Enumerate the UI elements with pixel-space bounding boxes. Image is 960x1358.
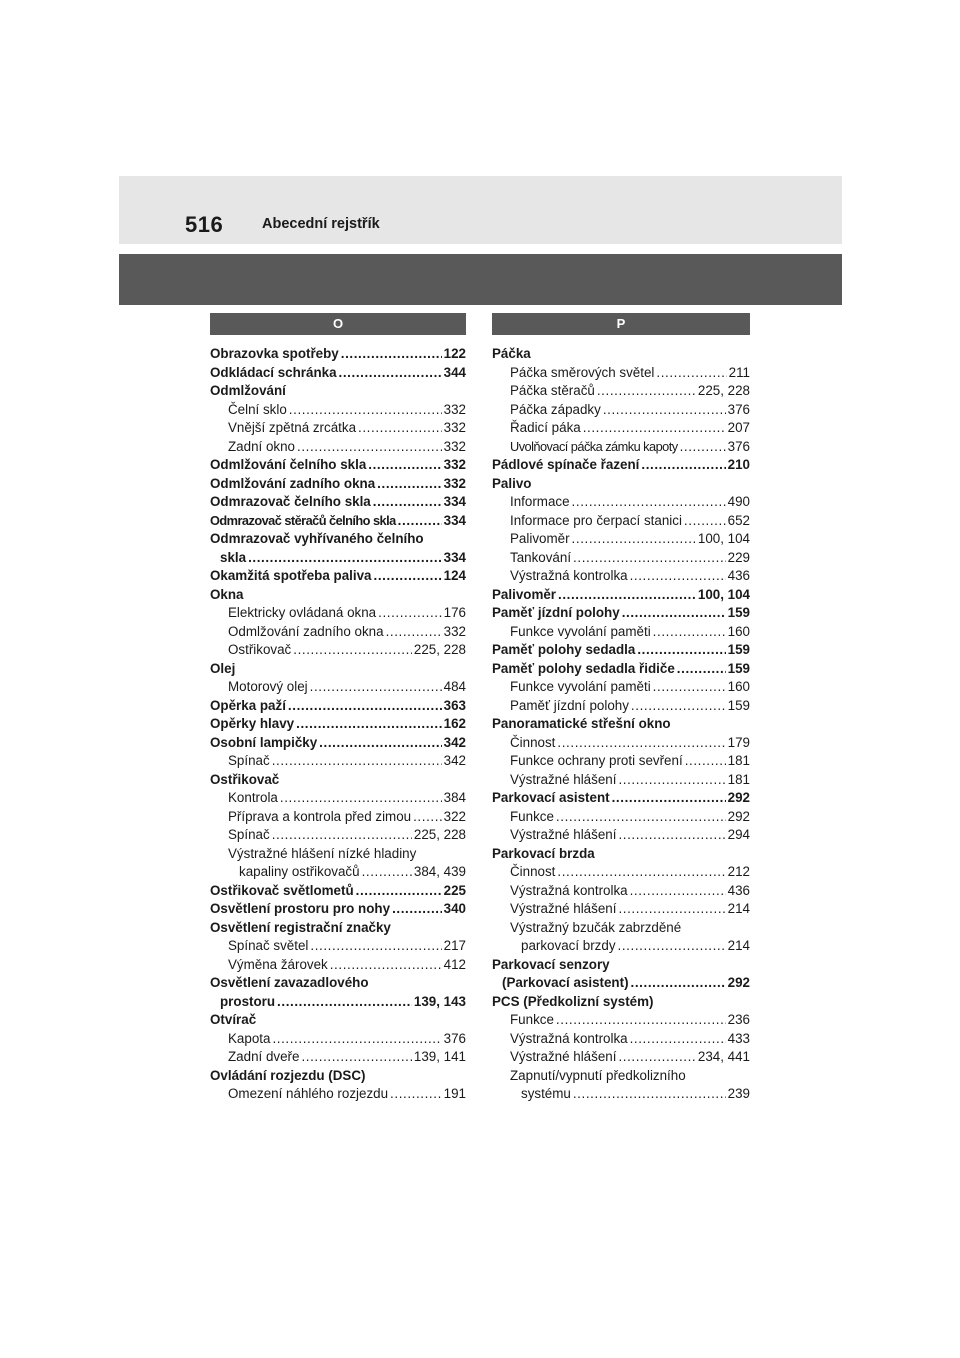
index-entry: (Parkovací asistent) ..... 292 (492, 974, 750, 993)
index-subentry: Příprava a kontrola před zimou ..... 322 (210, 808, 466, 827)
index-heading: Ovládání rozjezdu (DSC) (210, 1067, 366, 1083)
index-subentry: Funkce ..... 292 (492, 808, 750, 827)
index-entry: Paměť polohy sedadla ..... 159 (492, 641, 750, 660)
index-heading: Osvětlení zavazadlového (210, 975, 369, 990)
index-heading: Otvírač (210, 1012, 257, 1027)
index-entry: Okamžitá spotřeba paliva ..... 124 (210, 567, 466, 586)
index-subentry: Spínač ..... 342 (210, 752, 466, 771)
index-subentry-text: Zapnutí/vypnutí předkolizního (510, 1067, 686, 1083)
index-entry: Ostřikovač světlometů ..... 225 (210, 882, 466, 901)
index-heading: Odmlžování (210, 383, 286, 398)
index-subentry: Palivoměr ..... 100, 104 (492, 530, 750, 549)
index-subentry: Uvolňovací páčka zámku kapoty ..... 376 (492, 438, 750, 457)
index-subentry: Výstražná kontrolka ..... 433 (492, 1030, 750, 1049)
page-number: 516 (185, 212, 224, 237)
index-heading: Olej (210, 660, 236, 676)
index-subentry: Výstražné hlášení ..... 181 (492, 771, 750, 790)
index-subentry: parkovací brzdy ..... 214 (492, 937, 750, 956)
letter-heading-o: O (210, 313, 466, 335)
index-entry: Pádlové spínače řazení ..... 210 (492, 456, 750, 475)
index-heading: Osvětlení registrační značky (210, 919, 391, 935)
index-subentry: kapaliny ostřikovačů ..... 384, 439 (210, 863, 466, 882)
index-subentry: Řadicí páka ..... 207 (492, 419, 750, 438)
index-subentry: Činnost ..... 212 (492, 863, 750, 882)
index-subentry: Informace ..... 490 (492, 493, 750, 512)
index-subentry: Funkce ..... 236 (492, 1011, 750, 1030)
index-entry: prostoru ..... 139, 143 (210, 993, 466, 1012)
index-subentry: Tankování ..... 229 (492, 549, 750, 568)
index-subentry: Ostřikovač ..... 225, 228 (210, 641, 466, 660)
index-subentry: Výstražné hlášení ..... 214 (492, 900, 750, 919)
index-subentry: Odmlžování zadního okna ..... 332 (210, 623, 466, 642)
index-subentry: Výstražné hlášení ..... 294 (492, 826, 750, 845)
index-heading: Palivo (492, 475, 532, 491)
index-entry: Odmrazovač čelního skla ..... 334 (210, 493, 466, 512)
index-subentry: Páčka směrových světel ..... 211 (492, 364, 750, 383)
index-entry: Obrazovka spotřeby ..... 122 (210, 345, 466, 364)
index-subentry: Paměť jízdní polohy ..... 159 (492, 697, 750, 716)
index-heading: PCS (Předkolizní systém) (492, 993, 654, 1009)
index-subentry: systému ..... 239 (492, 1085, 750, 1104)
header-band (119, 176, 842, 244)
index-subentry-text: Výstražné hlášení nízké hladiny (228, 845, 417, 861)
index-heading: Okna (210, 586, 244, 602)
page-title: Abecední rejstřík (262, 216, 380, 232)
index-subentry: Funkce vyvolání paměti ..... 160 (492, 678, 750, 697)
index-subentry: Elektricky ovládaná okna ..... 176 (210, 604, 466, 623)
index-subentry: Výměna žárovek ..... 412 (210, 956, 466, 975)
index-subentry: Čelní sklo ..... 332 (210, 401, 466, 420)
index-subentry: Výstražná kontrolka ..... 436 (492, 882, 750, 901)
index-heading: Odmrazovač vyhřívaného čelního (210, 531, 424, 546)
index-entry: skla ..... 334 (210, 549, 466, 568)
index-subentry: Kontrola ..... 384 (210, 789, 466, 808)
index-heading: Parkovací brzda (492, 845, 595, 861)
index-entry: Palivoměr ..... 100, 104 (492, 586, 750, 605)
index-entry: Osvětlení prostoru pro nohy ..... 340 (210, 900, 466, 919)
index-subentry: Páčka stěračů ..... 225, 228 (492, 382, 750, 401)
index-subentry: Výstražná kontrolka ..... 436 (492, 567, 750, 586)
index-entry: Paměť polohy sedadla řidiče ..... 159 (492, 660, 750, 679)
index-subentry: Funkce vyvolání paměti ..... 160 (492, 623, 750, 642)
index-entry: Odmrazovač stěračů čelního skla ..... 334 (210, 512, 466, 531)
index-entry: Osobní lampičky ..... 342 (210, 734, 466, 753)
index-subentry: Omezení náhlého rozjezdu ..... 191 (210, 1085, 466, 1104)
index-subentry: Činnost ..... 179 (492, 734, 750, 753)
index-subentry: Funkce ochrany proti sevření ..... 181 (492, 752, 750, 771)
index-subentry: Spínač ..... 225, 228 (210, 826, 466, 845)
index-column-o (210, 313, 466, 1104)
index-entry: Paměť jízdní polohy ..... 159 (492, 604, 750, 623)
index-subentry: Výstražné hlášení ..... 234, 441 (492, 1048, 750, 1067)
index-subentry: Zadní dveře ..... 139, 141 (210, 1048, 466, 1067)
index-entry: Opěrky hlavy ..... 162 (210, 715, 466, 734)
index-subentry: Motorový olej ..... 484 (210, 678, 466, 697)
letter-heading-p: P (492, 313, 750, 335)
section-band (119, 254, 842, 305)
index-subentry: Informace pro čerpací stanici ..... 652 (492, 512, 750, 531)
index-entry: Odmlžování zadního okna ..... 332 (210, 475, 466, 494)
index-subentry: Vnější zpětná zrcátka ..... 332 (210, 419, 466, 438)
index-entry: Opěrka paží ..... 363 (210, 697, 466, 716)
index-subentry: Kapota ..... 376 (210, 1030, 466, 1049)
index-heading: Panoramatické střešní okno (492, 716, 671, 731)
index-subentry: Páčka západky ..... 376 (492, 401, 750, 420)
index-subentry: Zadní okno ..... 332 (210, 438, 466, 457)
index-entry: Odmlžování čelního skla ..... 332 (210, 456, 466, 475)
index-subentry-text: Výstražný bzučák zabrzděné (510, 919, 682, 935)
index-entry: Odkládací schránka ..... 344 (210, 364, 466, 383)
index-heading: Páčka (492, 346, 531, 361)
index-heading: Parkovací senzory (492, 956, 610, 972)
index-heading: Ostřikovač (210, 771, 280, 787)
index-entry: Parkovací asistent ..... 292 (492, 789, 750, 808)
index-subentry: Spínač světel ..... 217 (210, 937, 466, 956)
index-column-p (492, 313, 750, 1104)
